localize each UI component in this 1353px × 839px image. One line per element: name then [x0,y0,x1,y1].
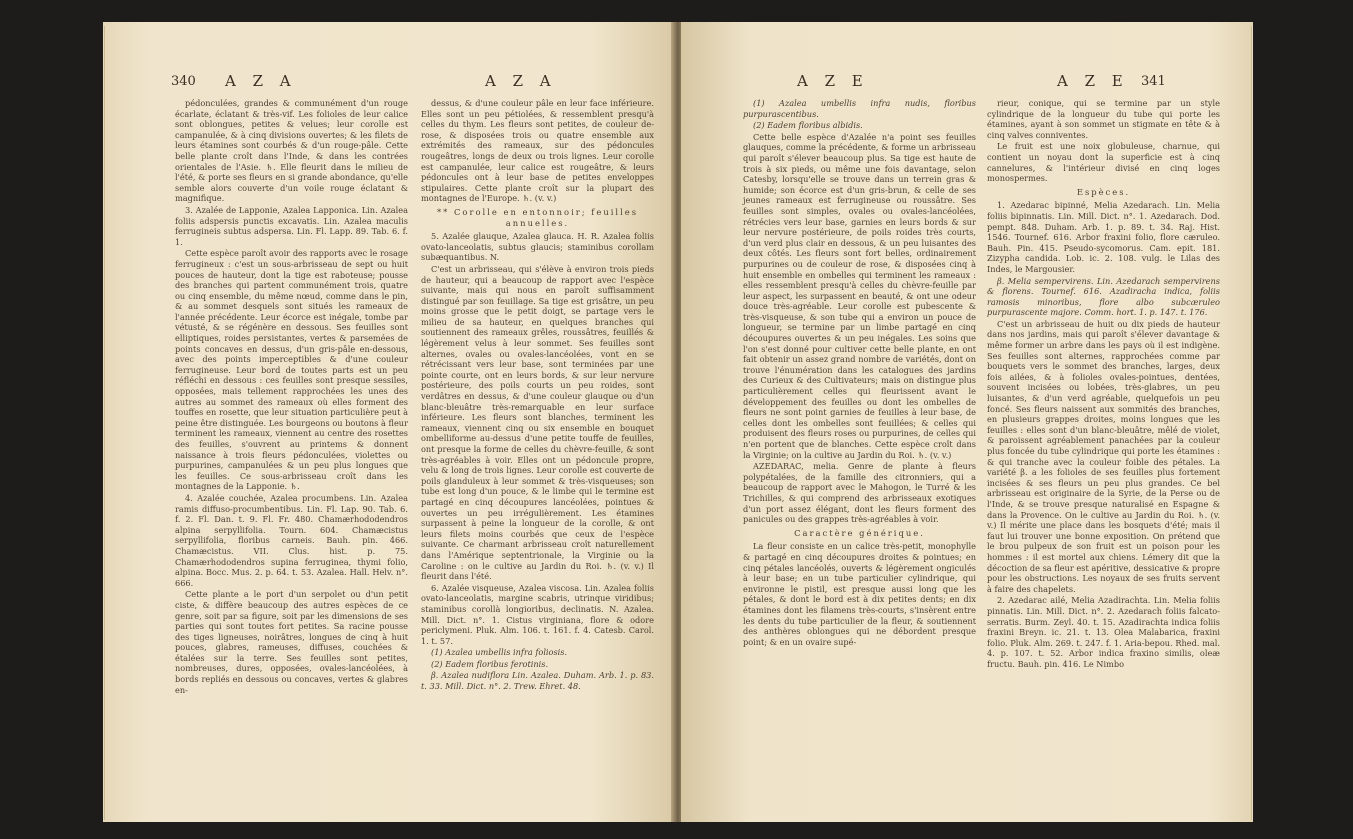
paragraph: (1) Azalea umbellis infra nudis, floribus purpurascentibus. [743,98,976,119]
paragraph: Cette espèce paroît avoir des rapports avec le rosage ferrugineux : c'est un sous-arbrisseau de sept ou huit pouces de hauteur, dont la tige est raboteuse; pousse des branches qui partent communément trois, quatre ou cinq ensemble, du même nœud, comme dans le pin, & au sommet desquels sont situés les rameaux de l'année précédente. Leur écorce est inégale, tombe par vétusté, & se régénère en dessous. Ses feuilles sont elliptiques, roides persistantes, vertes & parsemées de points concaves en dessus, d'un gris-pâle en-dessous, avec des points imperceptibles & d'une couleur ferrugineuse. Leur bord de toutes parts est un peu réfléchi en dessous : ces feuilles sont presque sessiles, opposées, mais tellement rapprochées les unes des autres au sommet des rameaux où elles forment des touffes en rosette, que leur situation particulière peut à peine être distinguée. Les bourgeons ou boutons à fleur terminent les rameaux, viennent au centre des rosettes des feuilles, s'ouvrent au printems & donnent naissance à trois fleurs pédonculées, violettes ou purpurines, campanulées & un peu plus longues que les feuilles. Ce sous-arbrisseau croît dans les montagnes de la Lapponie. ♄. [175,248,408,492]
left-page-column-2 [421,98,654,693]
paragraph: Espèces. [1076,186,1131,197]
paragraph: rieur, conique, qui se termine par un style cylindrique de la longueur du tube qui porte les étamines, ayant à son sommet un stigmate en tête & à cinq valves conniventes. [987,98,1220,140]
left-page-number: 340 [171,74,196,89]
paragraph: β. Azalea nudiflora Lin. Azalea. Duham. Arb. 1. p. 83. t. 33. Mill. Dict. n°. 2. Trew. Ehret. 48. [421,670,654,692]
paragraph: Le fruit est une noix globuleuse, charnue, qui contient un noyau dont la superficie est à cinq cannelures, & l'intérieur divisé en cinq loges monospermes. [987,141,1220,184]
right-page-number: 341 [1141,74,1166,89]
right-page [681,22,1253,822]
paragraph: La fleur consiste en un calice très-petit, monophylle & partagé en cinq découpures droites & pointues; en cinq pétales lancéolés, ouverts & légèrement ongiculés à leur base; en un tube particulier cylindrique, qui environne le pistil, est presque aussi long que les pétales, & dont le bord est à dix petites dents; en dix étamines dont les filamens très-courts, s'insèrent entre les dents du tube particulier de la fleur, & soutiennent des anthères oblongues qui ne débordent presque point; & en un ovaire supé- [743,541,976,647]
paragraph: (2) Eadem floribus albidis. [753,120,863,131]
right-page-column-1 [743,98,976,648]
paragraph: C'est un arbrisseau, qui s'élève à environ trois pieds de hauteur, qui a beaucoup de rapport avec l'espèce suivante, mais qui nous en paroît suffisamment distingué par son feuillage. Sa tige est grisâtre, un peu moins grosse que le petit doigt, se partage vers le milieu de sa hauteur, en quelques branches qui soutiennent des rameaux grêles, roussâtres, feuillés & légèrement velus à leur sommet. Ses feuilles sont alternes, ovales ou ovales-lancéolées, vont en se rétrécissant vers leur base, sont terminées par une pointe courte, ont en leurs bords, & sur leur nervure postérieure, des poils courts un peu roides, sont verdâtres en dessus, & d'une couleur glauque ou d'un blanc-bleuâtre très-remarquable en leur surface inférieure. Les fleurs sont blanches, terminent les rameaux, viennent cinq ou six ensemble en bouquet ombelliforme au-dessus d'une petite touffe de feuilles, ont presque la forme de celles du chèvre-feuille, & sont très-agréables à voir. Elles ont un pédoncule propre, velu & long de trois lignes. Leur corolle est couverte de poils glanduleux à leur sommet & très-visqueuses; son tube est long d'un pouce, & le limbe qui le termine est partagé en cinq découpures lancéolées, pointues & ouvertes un peu irrégulièrement. Les étamines surpassent à peine la longueur de la corolle, & ont leurs filets moins courbés que ceux de l'espèce suivante. Ce charmant arbrisseau croît naturellement dans l'Amérique septentrionale, la Virginie ou la Caroline : on le cultive au Jardin du Roi. ♄. (v. v.) Il fleurit dans l'été. [421,263,654,582]
left-page-edge [103,26,105,820]
right-running-head-left: A Z E [797,72,869,90]
paragraph: (2) Eadem floribus ferotinis. [431,658,549,669]
paragraph: 6. Azalée visqueuse, Azalea viscosa. Lin. Azalea foliis ovato-lanceolatis, margine scabris, utrinque viridibus; staminibus corollà longioribus, declinatis. N. Azalea. Mill. Dict. n°. 1. Cistus virginiana, flore & odore periclymeni. Pluk. Alm. 106. t. 161. f. 4. Catesb. Carol. 1. t. 57. [421,582,654,646]
paragraph: 2. Azedarac ailé, Melia Azadirachta. Lin. Melia foliis pinnatis. Lin. Mill. Dict. n°. 2. Azedarach foliis falcato-serratis. Burm. Zeyl. 40. t. 15. Azadirachta indica foliis fraxini Breyn. ic. 21. t. 13. Olea Malabarica, fraxini folio. Pluk. Alm. 269. t. 247. f. 1. Aria-bepou. Rhed. mal. 4. p. 107. t. 52. Arbor indica fraxino similis, oleæ fructu. Bauh. pin. 416. Le Nimbo [987,595,1220,669]
paragraph: Cette plante a le port d'un serpolet ou d'un petit ciste, & diffère beaucoup des autres espèces de ce genre, soit par sa figure, soit par les dimensions de ses parties qui sont toutes fort petites. Sa racine pousse des tiges ligneuses, noirâtres, longues de cinq à huit pouces, glabres, rameuses, diffuses, couchées & étalées sur la terre. Ses feuilles sont petites, nombreuses, dures, opposées, ovales-lancéolées, à bords repliés en dessous ou concaves, vertes & glabres en- [175,589,408,695]
paragraph: C'est un arbrisseau de huit ou dix pieds de hauteur dans nos jardins, mais qui paroît s'élever davantage & même former un arbre dans les pays où il est indigène. Ses feuilles sont alternes, rapprochées comme par bouquets vers le sommet des branches, larges, deux fois ailées, & à folioles ovales-pointues, dentées, souvent incisées ou lobées, très-glabres, un peu luisantes, & d'un verd agréable, quelquefois un peu foncé. Ses fleurs naissent aux sommités des branches, en plusieurs grappes droites, moins longues que les feuilles : elles sont d'un blanc-bleuâtre, mêlé de violet, & paroissent agréablement panachées par la couleur plus foncée du tube cylindrique qui porte les étamines : & qui tranche avec la couleur foible des pétales. La variété β. a les folioles de ses feuilles plus fortement incisées & ses fleurs un peu plus grandes. Ce bel arbrisseau est originaire de la Syrie, de la Perse ou de l'Inde, & se trouve presque naturalisé en Espagne & dans la Provence. On le cultive au Jardin du Roi. ♄. (v. v.) Il mérite une place dans les bosquets d'été; mais il faut lui trouver une bonne exposition. On prétend que le brou pulpeux de son fruit est un poison pour les hommes : il est mortel aux chiens. Lémery dit que la décoction de sa fleur est apéritive, dessicative & propre pour les obstructions. Les noyaux de ses fruits servent à faire des chapelets. [987,318,1220,594]
paragraph: 3. Azalée de Lapponie, Azalea Lapponica. Lin. Azalea foliis adspersis punctis excavatis. Lin. Azalea maculis ferrugineis subtus adspersa. Lin. Fl. Lapp. 89. Tab. 6. f. 1. [175,204,408,247]
paragraph: pédonculées, grandes & communément d'un rouge écarlate, éclatant & très-vif. Les folioles de leur calice sont oblongues, petites & velues; leur corolle est campanulée, & à cinq divisions ouvertes; & les filets de leurs étamines sont courbés & d'un rouge-pâle. Cette belle plante croît dans l'Inde, & dans les contrées orientales de l'Asie. ♄. Elle fleurit dans le milieu de l'été, & porte ses fleurs en si grande abondance, qu'elle semble alors couverte d'un voile rouge éclatant & magnifique. [175,98,408,204]
paragraph: Cette belle espèce d'Azalée n'a point ses feuilles glauques, comme la précédente, & forme un arbrisseau qui paroît s'élever beaucoup plus. Sa tige est haute de trois à six pieds, ou même une fois davantage, selon Catesby, lorsqu'elle se trouve dans un terrein gras & humide; son écorce est d'un gris-brun, & celle de ses jeunes rameaux est ferrugineuse ou roussâtre. Ses feuilles sont simples, ovales ou ovales-lancéolées, rétrécies vers leur base, garnies en leurs bords & sur leur nervure postérieure, de poils roides très courts, d'un verd plus clair en dessous, & un peu luisantes des deux côtés. Les fleurs sont fort belles, ordinairement purpurines ou de couleur de rose, & disposées cinq à huit ensemble en ombelles qui terminent les rameaux : elles ressemblent presqu'à celles du chèvre-feuille par leur aspect, les surpassent en beauté, & ont une odeur douce très-agréable. Leur corolle est pubescente & très-visqueuse, & son tube qui a environ un pouce de longueur, se termine par un limbe partagé en cinq découpures ouvertes & un peu inégales. Les soins que l'on s'est donné pour cultiver cette belle plante, en ont fait obtenir un assez grand nombre de variétés, dont on trouve l'énumération dans les catalogues des jardins des Curieux & des Cultivateurs; mais on distingue plus particulièrement celles qui fleurissent avant le développement des feuilles ou dont les ombelles de fleurs ne sont point garnies de feuilles à leur base, de celles dont les ombelles sont feuillées; & celles qui produisent des fleurs roses ou purpurines, de celles qui n'en portent que de blanches. Cette espèce croît dans la Virginie; on la cultive au Jardin du Roi. ♄. (v. v.) [743,131,976,460]
paragraph: β. Melia sempervirens. Lin. Azedarach sempervirens & florens. Tournef. 616. Azadiracha indica, foliis ramosis minoribus, flore albo subcæruleo purpurascente majore. Comm. hort. 1. p. 147. t. 176. [987,275,1220,318]
paragraph: ** Corolle en entonnoir; feuilles annuelles. [436,206,638,228]
left-page-column-1 [175,98,408,696]
left-running-head-right: A Z A [485,72,557,90]
paragraph: Caractère générique. [794,527,925,538]
right-page-column-2 [987,98,1220,670]
paragraph: AZEDARAC, melia. Genre de plante à fleurs polypétalées, de la famille des citronniers, qui a beaucoup de rapport avec le Mahogon, le Turré & les Trichilles, & qui comprend des arbrisseaux exotiques d'un port assez élégant, dont les fleurs forment des panicules ou des grappes très-agréables à voir. [743,461,976,525]
paragraph: 4. Azalée couchée, Azalea procumbens. Lin. Azalea ramis diffuso-procumbentibus. Lin. Fl. Lap. 90. Tab. 6. f. 2. Fl. Dan. t. 9. Fl. Fr. 480. Chamærhododendros alpina serpyllifolia. Tourn. 604. Chamæcistus serpyllifolia, floribus carneis. Bauh. pin. 466. Chamæcistus. VII. Clus. hist. p. 75. Chamærhododendros supina ferruginea, thymi folio, alpina. Bocc. Mus. 2. p. 64. t. 53. Azalea. Hall. Helv. n°. 666. [175,492,408,588]
paragraph: dessus, & d'une couleur pâle en leur face inférieure. Elles sont un peu pétiolées, & ressemblent presqu'à celles du thym. Les fleurs sont petites, de couleur de-rose, & disposées trois ou quatre ensemble aux extrémités des rameaux, sur des pédoncules rougeâtres, longs de deux ou trois lignes. Leur corolle est campanulée, leur calice est rougeâtre, & leurs pédoncules ont à leur base de petites enveloppes stipulaires. Cette plante croît sur la plupart des montagnes de l'Europe. ♄. (v. v.) [421,98,654,204]
paragraph: 5. Azalée glauque, Azalea glauca. H. R. Azalea foliis ovato-lanceolatis, subtus glaucis; staminibus corollam subæquantibus. N. [421,231,654,263]
paragraph: (1) Azalea umbellis infra foliosis. [431,647,568,658]
open-book [103,22,1253,822]
left-running-head-left: A Z A [225,72,297,90]
left-page [103,22,675,822]
right-page-edge [1251,26,1253,820]
paragraph: 1. Azedarac bipinné, Melia Azedarach. Lin. Melia foliis bipinnatis. Lin. Mill. Dict. n°. 1. Azedarach. Dod. pempt. 848. Duham. Arb. 1. p. 89. t. 34. Raj. Hist. 1546. Tournef. 616. Arbor fraxini folio, flore cæruleo. Bauh. Pin. 415. Pseudo-sycomorus. Cam. epit. 181. Zizypha candida. Lob. ic. 2. 108. vulg. le Lilas des Indes, le Margousier. [987,200,1220,274]
right-running-head-right: A Z E [1057,72,1129,90]
